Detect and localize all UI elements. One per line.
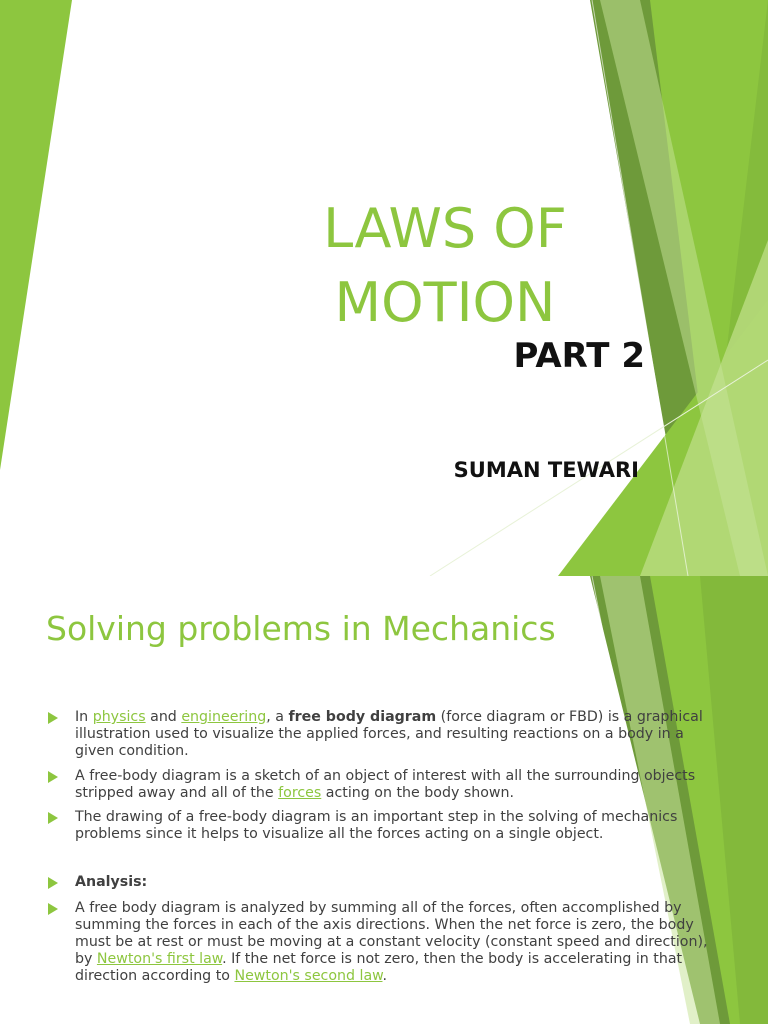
forces-link[interactable]: forces	[278, 785, 322, 801]
bold-term: free body diagram	[288, 709, 437, 725]
bullet-arrow-icon	[48, 771, 58, 783]
author-name: SUMAN TEWARI	[453, 458, 639, 482]
bullet-arrow-icon	[48, 903, 58, 915]
slide-heading: Solving problems in Mechanics	[46, 609, 556, 648]
newtons-second-law-link[interactable]: Newton's second law	[234, 968, 383, 984]
presentation-subtitle: PART 2	[513, 336, 645, 376]
list-item: In physics and engineering, a free body diagram (force diagram or FBD) is a graphical illustration used to visualize the applied forces, and resulting reactions on a body in a given condition.	[46, 709, 716, 760]
list-item: The drawing of a free-body diagram is an important step in the solving of mechanics problems since it helps to visualize all the forces acting on a single object.	[46, 809, 716, 843]
newtons-first-law-link[interactable]: Newton's first law	[96, 951, 223, 967]
bullet-arrow-icon	[48, 812, 58, 824]
bullet-list	[46, 709, 716, 985]
analysis-label: Analysis:	[75, 874, 148, 890]
engineering-link[interactable]: engineering	[181, 709, 267, 725]
bullet-arrow-icon	[48, 712, 58, 724]
content-slide	[0, 576, 768, 1024]
bullet-arrow-icon	[48, 877, 58, 889]
list-item	[46, 874, 716, 891]
list-item: A free body diagram is analyzed by summing all of the forces, often accomplished by summing the forces in each of the axis directions. When the net force is zero, the body must be at rest or must be moving at a constant velocity (constant speed and direction), by Newton's first law. If the net force is not zero, then the body is accelerating in that direction according to Newton's second law.	[46, 900, 716, 985]
list-item: A free-body diagram is a sketch of an object of interest with all the surrounding objects stripped away and all of the forces acting on the body shown.	[46, 768, 716, 802]
physics-link[interactable]: physics	[92, 709, 146, 725]
presentation-title: LAWS OF MOTION	[323, 197, 567, 334]
